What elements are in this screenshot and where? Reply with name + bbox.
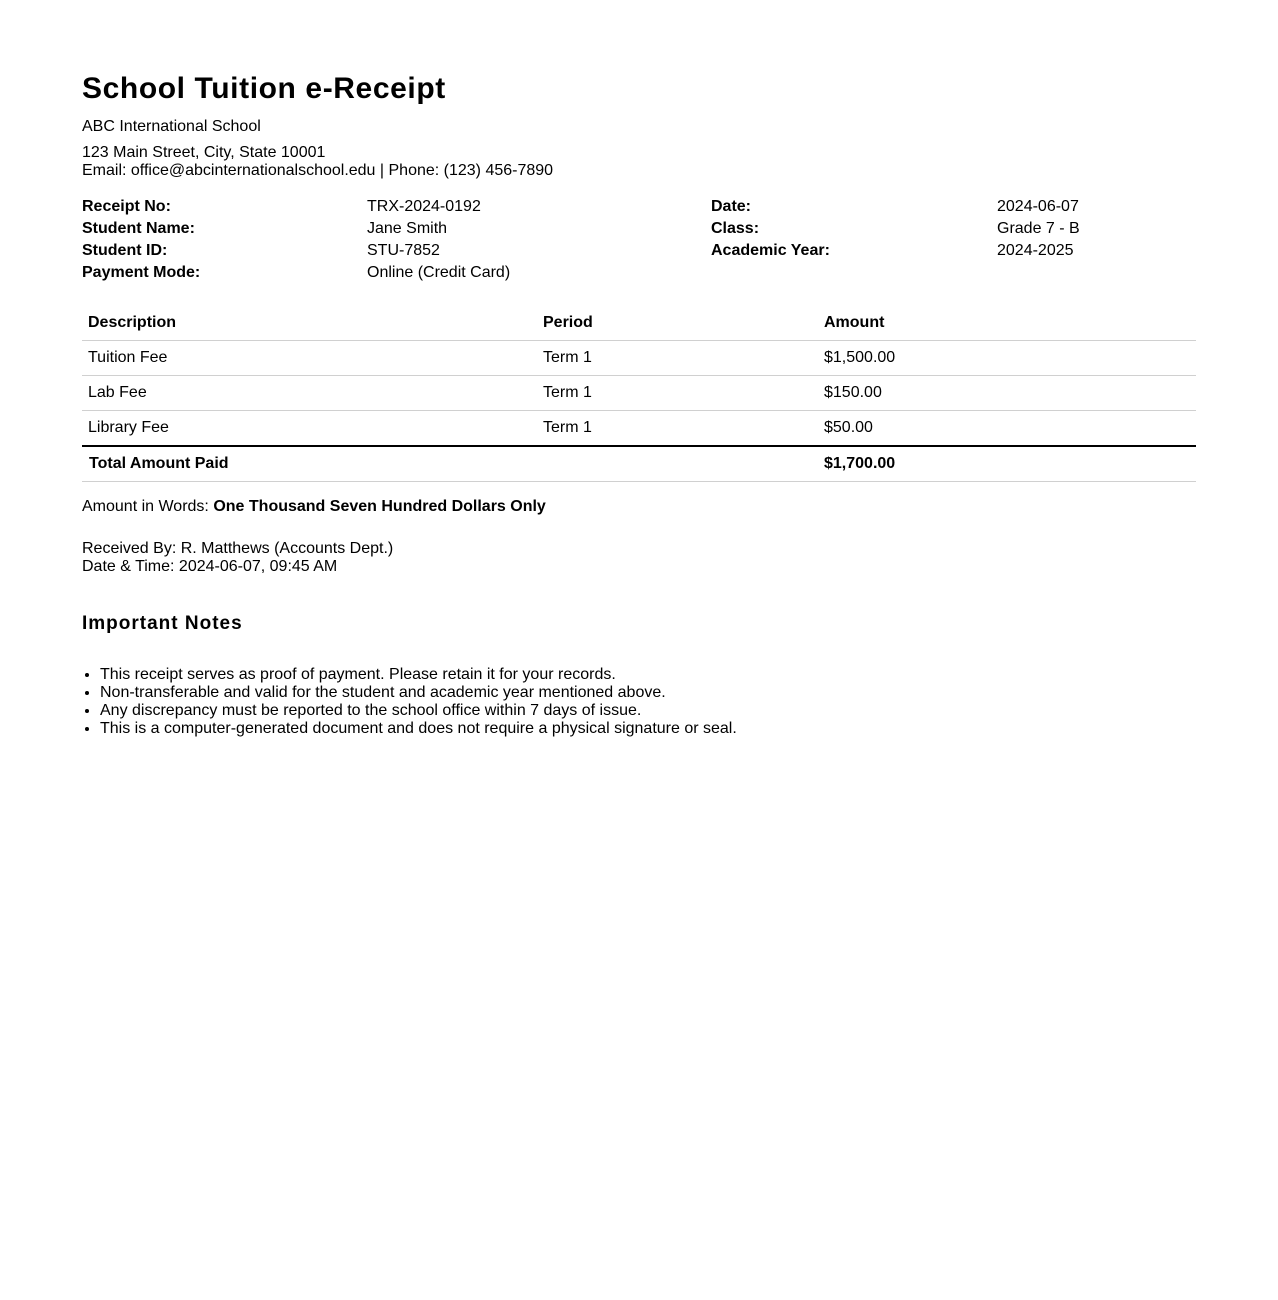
info-row <box>82 218 1196 240</box>
fee-period: Term 1 <box>537 341 818 376</box>
fee-description: Lab Fee <box>82 376 537 411</box>
fee-amount: $150.00 <box>818 376 1196 411</box>
notes-heading: Important Notes <box>82 613 243 634</box>
page-title: School Tuition e-Receipt <box>82 72 446 105</box>
fee-amount: $50.00 <box>818 411 1196 447</box>
fees-header-row <box>82 306 1196 341</box>
list-item: • Any discrepancy must be reported to the school office within 7 days of issue. <box>100 702 737 720</box>
receipt-info-table <box>82 196 1196 284</box>
amount-in-words <box>82 498 546 516</box>
table-row <box>82 376 1196 411</box>
school-contact: Email: office@abcinternationalschool.edu | Phone: (123) 456-7890 <box>82 162 554 179</box>
column-header-period: Period <box>537 306 818 341</box>
notes-list <box>82 666 737 738</box>
amount-in-words-value: One Thousand Seven Hundred Dollars Only <box>213 498 546 515</box>
fees-table <box>82 306 1196 482</box>
academic-year-label: Academic Year: <box>711 242 830 259</box>
student-id-label: Student ID: <box>82 242 168 259</box>
receipt-no-value: TRX-2024-0192 <box>367 198 481 215</box>
table-row <box>82 341 1196 376</box>
school-address: 123 Main Street, City, State 10001 <box>82 144 326 161</box>
fee-period: Term 1 <box>537 376 818 411</box>
fee-period: Term 1 <box>537 411 818 447</box>
list-item: • Non-transferable and valid for the student and academic year mentioned above. <box>100 684 737 702</box>
fee-amount: $1,500.00 <box>818 341 1196 376</box>
class-value: Grade 7 - B <box>997 220 1080 237</box>
total-label: Total Amount Paid <box>82 446 537 482</box>
date-time: Date & Time: 2024-06-07, 09:45 AM <box>82 558 338 575</box>
info-row <box>82 262 1196 284</box>
info-row <box>82 240 1196 262</box>
student-name-label: Student Name: <box>82 220 195 237</box>
class-label: Class: <box>711 220 760 237</box>
list-item: • This is a computer-generated document and does not require a physical signature or seal. <box>100 720 737 738</box>
payment-mode-label: Payment Mode: <box>82 264 201 281</box>
total-amount: $1,700.00 <box>818 446 1196 482</box>
academic-year-value: 2024-2025 <box>997 242 1074 259</box>
date-value: 2024-06-07 <box>997 198 1079 215</box>
receipt-no-label: Receipt No: <box>82 198 171 215</box>
total-row <box>82 446 1196 482</box>
date-label: Date: <box>711 198 752 215</box>
column-header-description: Description <box>82 306 537 341</box>
payment-mode-value: Online (Credit Card) <box>367 264 511 281</box>
fee-description: Library Fee <box>82 411 537 447</box>
received-by: Received By: R. Matthews (Accounts Dept.) <box>82 540 394 557</box>
list-item: • This receipt serves as proof of payment. Please retain it for your records. <box>100 666 737 684</box>
table-row <box>82 411 1196 447</box>
amount-in-words-label: Amount in Words: <box>82 498 209 515</box>
student-name-value: Jane Smith <box>367 220 448 237</box>
fee-description: Tuition Fee <box>82 341 537 376</box>
student-id-value: STU-7852 <box>367 242 440 259</box>
info-row <box>82 196 1196 218</box>
school-name: ABC International School <box>82 118 261 135</box>
column-header-amount: Amount <box>818 306 1196 341</box>
